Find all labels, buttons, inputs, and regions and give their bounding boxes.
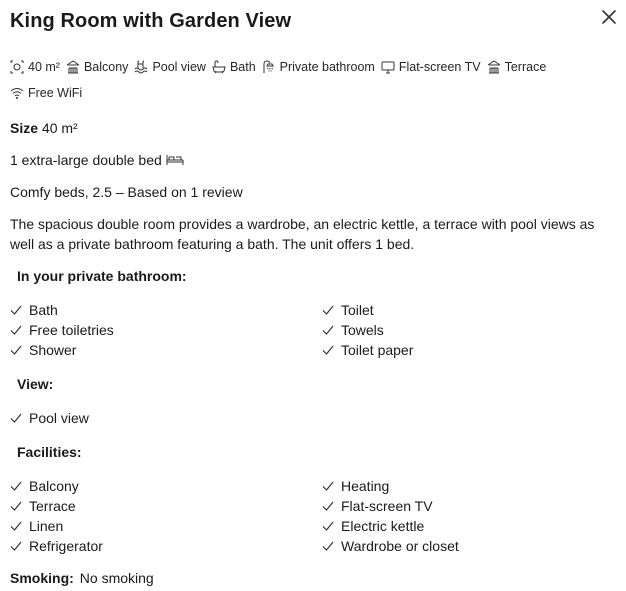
chip-balcony: Balcony: [66, 57, 128, 77]
close-icon[interactable]: [598, 6, 620, 28]
list-item: Free toiletries: [10, 320, 114, 340]
facility-chips: [10, 57, 618, 109]
facilities-list-left: [10, 476, 103, 556]
check-icon: [10, 520, 22, 532]
balcony-icon: [66, 60, 80, 74]
list-item: Heating: [322, 476, 459, 496]
bath-icon: [212, 60, 226, 74]
check-icon: [10, 540, 22, 552]
list-item: Wardrobe or closet: [322, 536, 459, 556]
check-icon: [10, 412, 22, 424]
room-title: King Room with Garden View: [10, 10, 292, 32]
bathroom-heading: In your private bathroom:: [17, 268, 187, 284]
list-item: Refrigerator: [10, 536, 103, 556]
list-item: Toilet paper: [322, 340, 413, 360]
chip-private-bathroom: Private bathroom: [262, 57, 375, 77]
smoking-value: No smoking: [79, 570, 154, 586]
list-item: Terrace: [10, 496, 103, 516]
check-icon: [10, 480, 22, 492]
chip-free-wifi: Free WiFi: [10, 83, 82, 103]
bathroom-list-left: [10, 300, 114, 360]
size-label: Size: [10, 120, 39, 136]
room-size: [10, 120, 78, 136]
smoking-policy: [10, 570, 154, 586]
list-item: Shower: [10, 340, 114, 360]
check-icon: [10, 500, 22, 512]
check-icon: [322, 324, 334, 336]
pool-icon: [134, 60, 148, 74]
wifi-icon: [10, 86, 24, 100]
smoking-label: Smoking:: [10, 570, 74, 586]
list-item: Bath: [10, 300, 114, 320]
check-icon: [322, 304, 334, 316]
check-icon: [322, 500, 334, 512]
list-item: Linen: [10, 516, 103, 536]
review-summary: Comfy beds, 2.5 – Based on 1 review: [10, 184, 243, 200]
shower-icon: [262, 60, 276, 74]
check-icon: [322, 480, 334, 492]
facilities-heading: Facilities:: [17, 444, 82, 460]
bed-text: 1 extra-large double bed: [10, 152, 162, 168]
bed-icon: [166, 154, 184, 166]
chip-pool-view: Pool view: [134, 57, 206, 77]
facilities-list-right: [322, 476, 459, 556]
bed-info: [10, 152, 184, 168]
chip-size: 40 m²: [10, 57, 60, 77]
check-icon: [10, 344, 22, 356]
list-item: Pool view: [10, 408, 89, 428]
terrace-icon: [487, 60, 501, 74]
room-description: The spacious double room provides a wardrobe, an electric kettle, a terrace with pool views as well as a private bathroom featuring a bath. The unit offers 1 bed.: [10, 216, 595, 252]
check-icon: [322, 344, 334, 356]
check-icon: [10, 304, 22, 316]
list-item: Balcony: [10, 476, 103, 496]
size-value: 40 m²: [41, 120, 78, 136]
bathroom-list-right: [322, 300, 413, 360]
list-item: Electric kettle: [322, 516, 459, 536]
size-icon: [10, 60, 24, 74]
check-icon: [10, 324, 22, 336]
view-heading: View:: [17, 376, 54, 392]
tv-icon: [381, 60, 395, 74]
check-icon: [322, 520, 334, 532]
list-item: Flat-screen TV: [322, 496, 459, 516]
list-item: Toilet: [322, 300, 413, 320]
chip-terrace: Terrace: [487, 57, 547, 77]
list-item: Towels: [322, 320, 413, 340]
chip-flat-screen-tv: Flat-screen TV: [381, 57, 481, 77]
check-icon: [322, 540, 334, 552]
view-list: [10, 408, 89, 428]
chip-bath: Bath: [212, 57, 256, 77]
